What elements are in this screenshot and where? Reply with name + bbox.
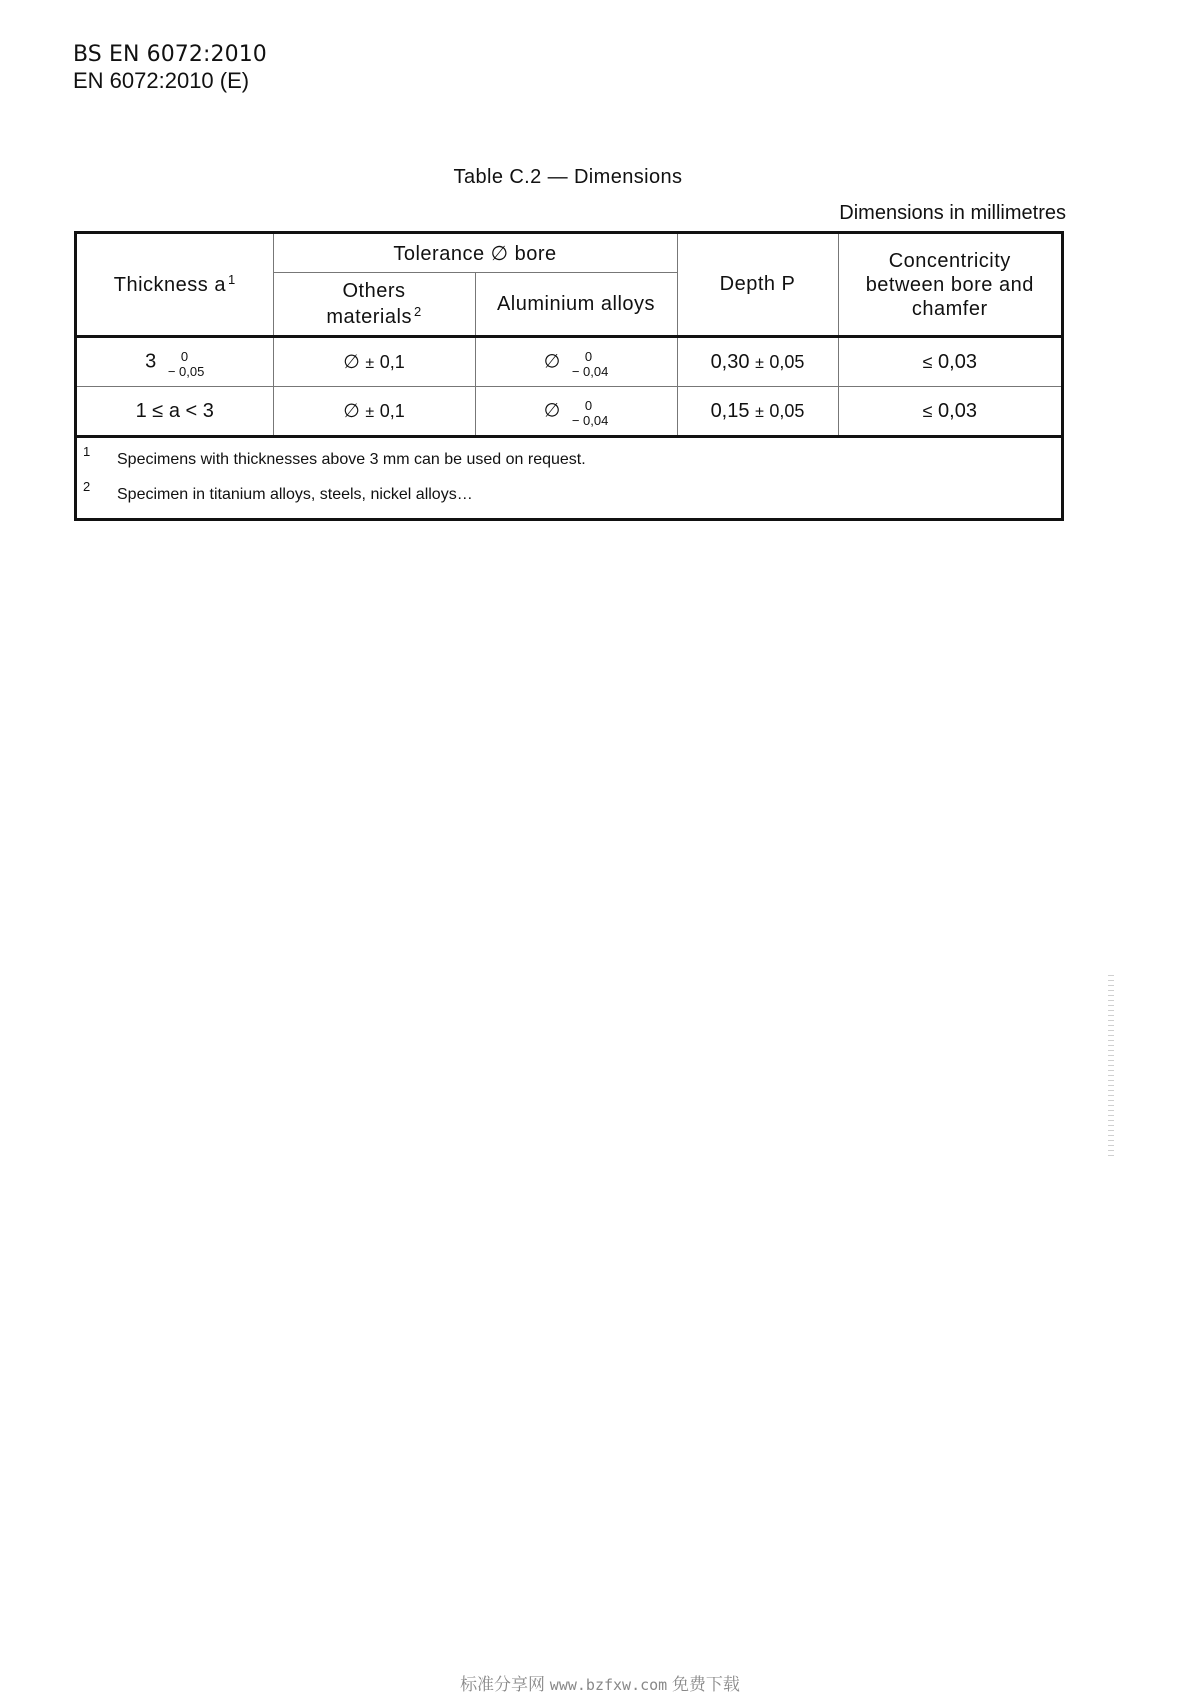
cell-thickness [77, 387, 273, 437]
units-note: Dimensions in millimetres [839, 202, 1066, 224]
cell-aluminium-alloys [475, 387, 677, 437]
thickness-value: 1 ≤ a < 3 [135, 399, 214, 422]
header-others-materials [273, 273, 475, 337]
aluminium-tolerance [572, 349, 609, 379]
header-thickness [77, 234, 273, 337]
cell-depth [677, 387, 838, 437]
header-concentricity-line3: chamfer [911, 297, 988, 320]
header-aluminium-alloys: Aluminium alloys [475, 273, 677, 337]
depth-tolerance: 0,05 [769, 351, 805, 372]
aluminium-tolerance [572, 398, 609, 428]
footnote-text: Specimen in titanium alloys, steels, nickel alloys… [117, 486, 473, 503]
footnote-ref-2: 2 [413, 303, 422, 319]
header-tolerance-bore: Tolerance ∅ bore [273, 234, 677, 273]
footnote-text: Specimens with thicknesses above 3 mm can be used on request. [117, 451, 586, 468]
header-concentricity [838, 234, 1061, 337]
header-thickness-label: Thickness a [113, 274, 226, 296]
table-caption: Table C.2 — Dimensions [453, 166, 683, 188]
tolerance-lower: − 0,04 [571, 364, 609, 379]
header-concentricity-line1: Concentricity [888, 249, 1011, 272]
tolerance-lower: − 0,04 [571, 413, 609, 428]
footnote-ref-1: 1 [227, 272, 236, 287]
table-row [77, 387, 1061, 437]
tolerance-upper: 0 [584, 398, 593, 413]
thickness-value: 3 [145, 350, 157, 373]
cell-aluminium-alloys [475, 337, 677, 387]
page-footer-watermark [0, 1670, 1200, 1695]
margin-license-marks [1108, 975, 1114, 1160]
standard-number: BS EN 6072:2010 [73, 42, 267, 67]
less-equal-icon: ≤ [922, 351, 933, 372]
cell-others-materials [273, 387, 475, 437]
plus-minus-icon: ± [755, 403, 764, 421]
plus-minus-icon: ± [755, 354, 764, 372]
others-value: 0,1 [379, 351, 405, 372]
footer-tagline: 免费下载 [671, 1675, 740, 1694]
others-value: 0,1 [379, 400, 405, 421]
cell-thickness [77, 337, 273, 387]
concentricity-value: 0,03 [938, 350, 977, 373]
cell-depth [677, 337, 838, 387]
depth-value: 0,30 [710, 350, 750, 373]
document-header [73, 42, 267, 94]
table-row [77, 337, 1061, 387]
depth-tolerance: 0,05 [769, 400, 805, 421]
header-depth: Depth P [677, 234, 838, 337]
thickness-tolerance [168, 349, 205, 379]
header-others-line2: materials [326, 305, 412, 328]
diameter-icon: ∅ [543, 351, 561, 373]
less-equal-icon: ≤ [922, 400, 933, 421]
footnote-item [77, 444, 1061, 479]
concentricity-value: 0,03 [938, 399, 977, 422]
diameter-icon: ∅ [543, 400, 561, 422]
diameter-icon: ∅ [343, 400, 360, 422]
plus-minus-icon: ± [365, 354, 375, 372]
cell-concentricity [838, 387, 1061, 437]
footnote-item [77, 479, 1061, 514]
footer-site-name: 标准分享网 [460, 1675, 546, 1694]
tolerance-lower: − 0,05 [167, 364, 205, 379]
cell-concentricity [838, 337, 1061, 387]
table-footnotes [77, 438, 1061, 518]
footnote-number: 1 [83, 444, 91, 459]
diameter-icon: ∅ [343, 351, 360, 373]
tolerance-upper: 0 [180, 349, 189, 364]
dimensions-table [74, 231, 1064, 521]
footnote-number: 2 [83, 479, 91, 494]
tolerance-upper: 0 [584, 349, 593, 364]
depth-value: 0,15 [710, 399, 750, 422]
cell-others-materials [273, 337, 475, 387]
header-others-line1: Others [342, 280, 406, 303]
header-concentricity-line2: between bore and [865, 273, 1034, 296]
plus-minus-icon: ± [365, 403, 375, 421]
footer-url: www.bzfxw.com [549, 1676, 668, 1694]
standard-number-en: EN 6072:2010 (E) [73, 68, 250, 94]
